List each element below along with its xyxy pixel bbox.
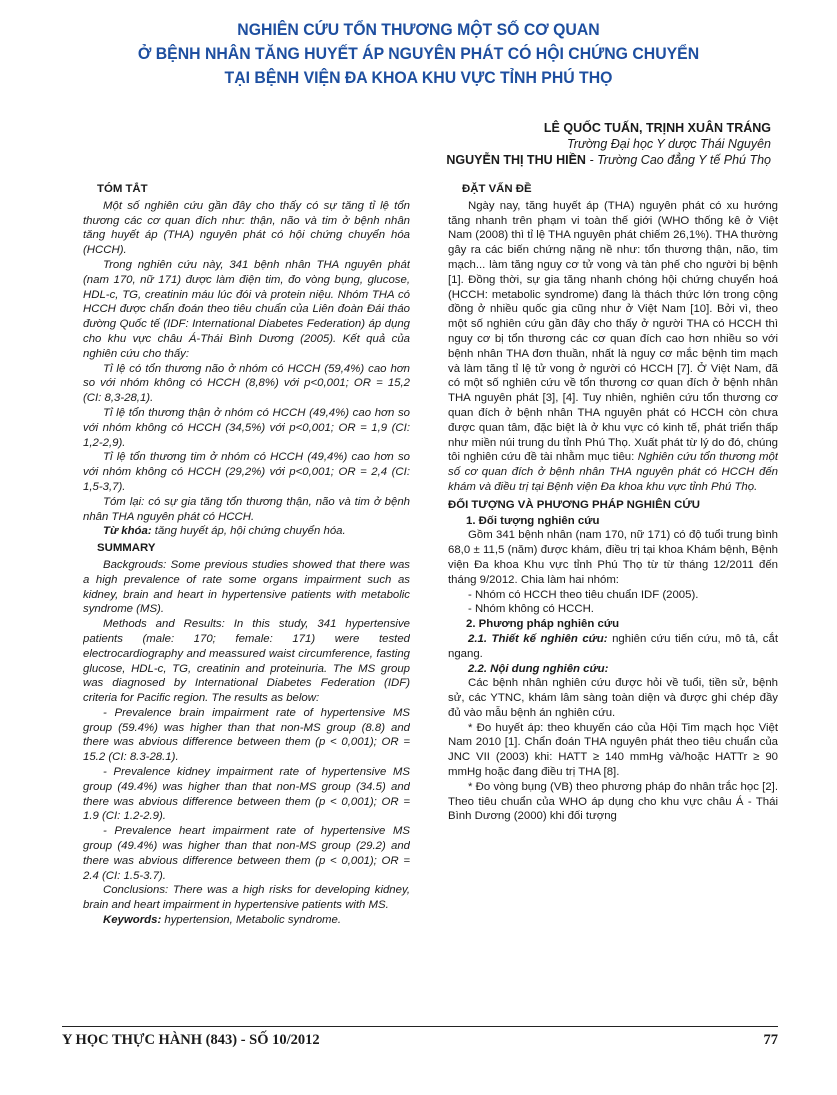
title-line-1: NGHIÊN CỨU TỔN THƯƠNG MỘT SỐ CƠ QUAN [237, 20, 600, 39]
body-paragraph: Các bệnh nhân nghiên cứu được hỏi về tuổi, tiền sử, bệnh sử, các YTNC, khám lâm sàng toàn diện và được ghi chép đầy đủ vào mẫu bệnh án nghiên cứu. [448, 677, 778, 719]
right-column [448, 180, 778, 1015]
author-names: LÊ QUỐC TUẤN, TRỊNH XUÂN TRÁNG [543, 121, 771, 135]
abstract-heading: TÓM TẮT [97, 183, 148, 195]
body-paragraph: * Đo vòng bụng (VB) theo phương pháp đo nhân trắc học [2]. Theo tiêu chuẩn của WHO áp dụng cho khu vực châu Á - Thái Bình Dương (2000) khi đối tượng [448, 780, 778, 823]
summary-paragraph: - Prevalence brain impairment rate of hypertensive MS group (59.4%) was higher than that non-MS group (8.8) and there was abvious difference between them (p < 0,001); OR = 15.2 (CI: 8.3-28.1). [83, 706, 410, 764]
summary-paragraph: Backgrouds: Some previous studies showed that there was a high prevalence of rate some organs impairment such as kidney, brain and heart in hypertensive patients with metabolic syndrome (MS). [83, 558, 410, 616]
list-item: - Nhóm không có HCCH. [468, 603, 594, 616]
summary-paragraph: Conclusions: There was a high risks for developing kidney, brain and heart impairment in hypertensive patients with MS. [83, 884, 410, 912]
summary-paragraph: - Prevalence heart impairment rate of hypertensive MS group (49.4%) was higher than that non-MS group (29.2) and there was abvious difference between them (p < 0,001); OR = 2.4 (CI: 1.5-3.7). [83, 825, 410, 882]
method-heading: 2. Phương pháp nghiên cứu [466, 618, 620, 631]
intro-heading: ĐẶT VẤN ĐỀ [462, 183, 532, 195]
summary-paragraph: Methods and Results: In this study, 341 hypertensive patients (male: 170; female: 171) were tested electrocardiography and meassured waist circumference, fasting glucose, HDL-c, TG, creatinin and proteinuria. The MS group was diagnosed by International Diabetes Federation (IDF) criteria for Pacific region. The results as below: [83, 618, 410, 705]
abstract-paragraph: Tỉ lệ tổn thương thận ở nhóm có HCCH (49,4%) cao hơn so với nhóm không có HCCH (34,5%) với p<0,001; OR = 1,9 (CI: 1,2-2,9). [83, 406, 410, 449]
summary-paragraph: - Prevalence kidney impairment rate of hypertensive MS group (49.4%) was higher than that non-MS group (34.5) and there was abvious difference between them (p < 0,001); OR = 1.9 (CI: 1.2-2.9). [83, 766, 410, 823]
list-item: - Nhóm có HCCH theo tiêu chuẩn IDF (2005). [468, 588, 699, 601]
body-paragraph: Gồm 341 bệnh nhân (nam 170, nữ 171) có độ tuổi trung bình 68,0 ± 11,5 (năm) được khám, điều trị tại khoa Khám bệnh, Bệnh viện Đa khoa Khu vực tỉnh Phú Thọ từ từ tháng 12/2011 đến tháng 9/2012. Chia làm hai nhóm: [448, 529, 778, 586]
title-line-2: Ở BỆNH NHÂN TĂNG HUYẾT ÁP NGUYÊN PHÁT CÓ HỘI CHỨNG CHUYỂN [137, 44, 700, 63]
article-title [66, 18, 770, 90]
footer-divider [62, 1026, 778, 1027]
content-heading [448, 662, 778, 677]
design-label: 2.1. Thiết kế nghiên cứu: [468, 632, 608, 645]
abstract-paragraph: Tỉ lệ có tổn thương não ở nhóm có HCCH (59,4%) cao hơn so với nhóm không có HCCH (8,8%) với p<0,001; OR = 15,2 (CI: 8,3-28,1). [83, 362, 410, 405]
keywords-vi [83, 524, 410, 539]
author-name-2: NGUYỄN THỊ THU HIỀN [446, 153, 586, 167]
design-paragraph [448, 632, 778, 662]
author-line-2 [446, 152, 771, 168]
abstract-paragraph: Tóm lại: có sự gia tăng tổn thương thận, não và tim ở bệnh nhân THA nguyên phát có HCCH. [83, 495, 410, 523]
subject-heading: 1. Đối tượng nghiên cứu [466, 514, 600, 527]
author-block [446, 120, 771, 168]
summary-heading: SUMMARY [97, 542, 156, 555]
methods-heading: ĐỐI TƯỢNG VÀ PHƯƠNG PHÁP NGHIÊN CỨU [448, 498, 700, 511]
abstract-paragraph: Tỉ lệ tổn thương tim ở nhóm có HCCH (49,4%) cao hơn so với nhóm không có HCCH (29,2%) với p<0,001; OR = 2,4 (CI: 1,5-3,7). [83, 451, 410, 493]
title-line-3: TẠI BỆNH VIỆN ĐA KHOA KHU VỰC TỈNH PHÚ THỌ [224, 68, 613, 87]
content-label: 2.2. Nội dung nghiên cứu: [468, 662, 609, 675]
intro-paragraph [448, 199, 778, 495]
left-column [83, 180, 410, 1015]
keywords-text-en: hypertension, Metabolic syndrome. [161, 914, 342, 927]
author-institution-2: - Trường Cao đẳng Y tế Phú Thọ [585, 153, 771, 167]
abstract-paragraph: Trong nghiên cứu này, 341 bệnh nhân THA nguyên phát (nam 170, nữ 171) được làm điện tim, đo vòng bụng, glucose, HDL-c, TG, creatinin máu lúc đói và protein niệu. Nhóm THA có HCCH được chẩn đoán theo tiêu chuẩn của Liên đoàn Đái tháo đường Quốc tế (IDF: International Diabetes Federation) áp dụng cho khu vực châu Á-Thái Bình Dương (2005). Kết quả của nghiên cứu cho thấy: [83, 258, 410, 360]
keywords-en [83, 913, 410, 928]
keywords-label: Từ khóa: [103, 525, 152, 538]
body-paragraph: * Đo huyết áp: theo khuyến cáo của Hội Tim mạch học Việt Nam 2010 [1]. Chẩn đoán THA nguyên phát theo tiêu chuẩn của JNC VII (2003) khi: HATT ≥ 140 mmHg và/hoặc HATTr ≥ 90 mmHg hoặc đang điều trị THA [8]. [448, 721, 778, 779]
keywords-text: tăng huyết áp, hội chứng chuyển hóa. [151, 525, 346, 538]
design-text: nghiên cứu tiến cứu, mô tả, cắt ngang. [448, 632, 778, 660]
abstract-paragraph: Một số nghiên cứu gần đây cho thấy có sự tăng tỉ lệ tổn thương các cơ quan đích như: thận, não và tim ở bệnh nhân tăng huyết áp (THA) nguyên phát có hội chứng chuyển hóa (HCCH). [83, 199, 410, 257]
author-institution: Trường Đại học Y dược Thái Nguyên [567, 137, 771, 151]
page-number: 77 [763, 1032, 778, 1048]
keywords-label-en: Keywords: [103, 914, 162, 927]
intro-text: Ngày nay, tăng huyết áp (THA) nguyên phát có xu hướng tăng nhanh trên phạm vi toàn thế giới (WHO thống kê ở Việt Nam (2008) thì tỉ lệ THA nguyên phát chiếm 26,1%). THA thường gây ra các biến chứng nặng nề như: tổn thương thận, não, tim mạch... làm tăng nguy cơ tử vong và tàn phế cho người bị bệnh [1]. Đồng thời, sự gia tăng nhanh chóng hội chứng chuyển hoá (HCCH: metabolic syndrome) đang là thách thức lớn trong cộng đồng ở nhiều quốc gia cũng như ở Việt Nam [10]. Bởi vì, theo một số nghiên cứu gần đây cho thấy ở người THA có HCCH thì nguy cơ bị tổn thương các cơ quan đích cao hơn nhiều so với bệnh nhân THA đơn thuần, nhất là nguy cơ mắc bệnh tim mạch và làm tăng tỉ lệ tử vong ở người có HCCH [7]. Ở Việt Nam, đã có một số nghiên cứu về tổn thương cơ quan đích ở bệnh nhân THA nguyên phát [3], [4]. Tuy nhiên, nghiên cứu tổn thương cơ quan đích ở bệnh nhân THA nguyên phát có HCCH còn chưa được quan tâm, đặc biệt là ở khu vực có kinh tế, phát triển thấp như miền núi trung du tỉnh Phú Thọ. Xuất phát từ lý do đó, chúng tôi nghiên cứu đề tài nhằm mục tiêu: [448, 199, 778, 464]
journal-name: Y HỌC THỰC HÀNH (843) - SỐ 10/2012 [62, 1032, 320, 1048]
intro-objective: Nghiên cứu tổn thương một số cơ quan đích ở bệnh nhân THA nguyên phát có HCCH đến khám và điều trị tại Bệnh viện Đa khoa khu vực tỉnh Phú Thọ. [448, 451, 778, 493]
